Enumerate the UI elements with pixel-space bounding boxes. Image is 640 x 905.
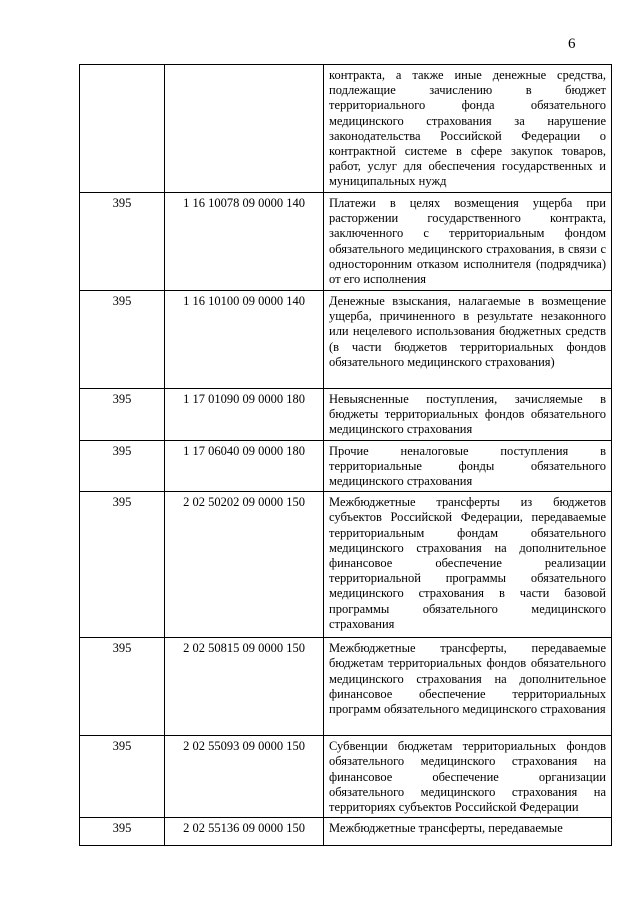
description-cell: Межбюджетные трансферты из бюджетов субъектов Российской Федерации, передаваемые территориальным фондам обязательного медицинского страхования на дополнительное финансовое обеспечение реализации территориальной программы обязательного медицинского страхования в части базовой программы обязательного медицинского страхования <box>324 492 612 638</box>
admin-code-cell: 395 <box>80 389 165 441</box>
admin-code-cell: 395 <box>80 638 165 736</box>
budget-code-cell: 1 16 10078 09 0000 140 <box>165 193 324 291</box>
table-row <box>80 389 612 441</box>
admin-code-cell: 395 <box>80 291 165 389</box>
table-row <box>80 440 612 492</box>
table-row <box>80 736 612 818</box>
budget-code-cell: 1 17 06040 09 0000 180 <box>165 440 324 492</box>
page-number: 6 <box>568 36 576 52</box>
admin-code-cell: 395 <box>80 193 165 291</box>
table-row <box>80 818 612 846</box>
budget-code-cell: 2 02 50815 09 0000 150 <box>165 638 324 736</box>
table-row <box>80 193 612 291</box>
description-cell: Невыясненные поступления, зачисляемые в бюджеты территориальных фондов обязательного медицинского страхования <box>324 389 612 441</box>
admin-code-cell: 395 <box>80 492 165 638</box>
description-cell: контракта, а также иные денежные средства, подлежащие зачислению в бюджет территориального фонда обязательного медицинского страхования за нарушение законодательства Российской Федерации о контрактной системе в сфере закупок товаров, работ, услуг для обеспечения государственных и муниципальных нужд <box>324 65 612 193</box>
admin-code-cell: 395 <box>80 736 165 818</box>
admin-code-cell: 395 <box>80 818 165 846</box>
description-cell: Прочие неналоговые поступления в территориальные фонды обязательного медицинского страхования <box>324 440 612 492</box>
budget-code-cell: 2 02 55093 09 0000 150 <box>165 736 324 818</box>
budget-code-cell: 2 02 55136 09 0000 150 <box>165 818 324 846</box>
budget-code-cell <box>165 65 324 193</box>
table-row <box>80 492 612 638</box>
budget-code-cell: 1 17 01090 09 0000 180 <box>165 389 324 441</box>
description-cell: Субвенции бюджетам территориальных фондов обязательного медицинского страхования на финансовое обеспечение организации обязательного медицинского страхования на территориях субъектов Российской Федерации <box>324 736 612 818</box>
revenue-codes-table <box>79 64 612 846</box>
admin-code-cell: 395 <box>80 440 165 492</box>
description-cell: Межбюджетные трансферты, передаваемые бюджетам территориальных фондов обязательного медицинского страхования на дополнительное финансовое обеспечение территориальных программ обязательного медицинского страхования <box>324 638 612 736</box>
budget-code-cell: 2 02 50202 09 0000 150 <box>165 492 324 638</box>
table-row <box>80 65 612 193</box>
budget-code-cell: 1 16 10100 09 0000 140 <box>165 291 324 389</box>
description-cell: Платежи в целях возмещения ущерба при расторжении государственного контракта, заключенного с территориальным фондом обязательного медицинского страхования, в связи с односторонним отказом исполнителя (подрядчика) от его исполнения <box>324 193 612 291</box>
admin-code-cell <box>80 65 165 193</box>
table-row <box>80 291 612 389</box>
description-cell: Денежные взыскания, налагаемые в возмещение ущерба, причиненного в результате незаконного или нецелевого использования бюджетных средств (в части бюджетов территориальных фондов обязательного медицинского страхования) <box>324 291 612 389</box>
description-cell: Межбюджетные трансферты, передаваемые <box>324 818 612 846</box>
table-row <box>80 638 612 736</box>
